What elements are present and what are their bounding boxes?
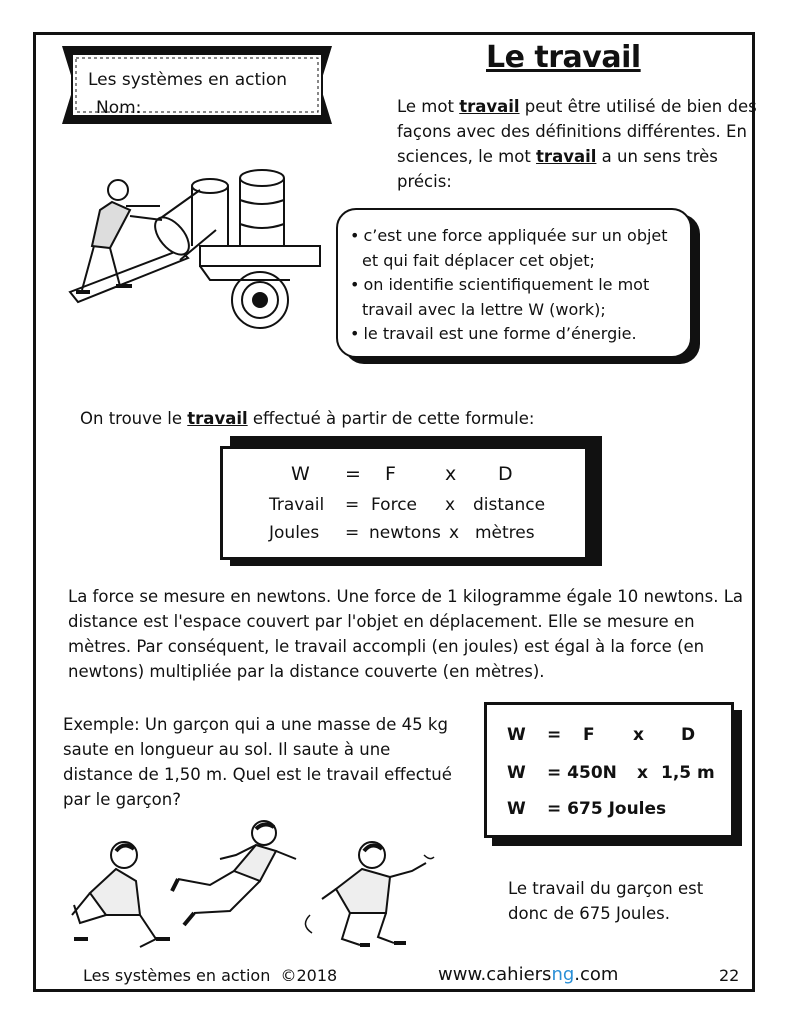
formula-word: Travail bbox=[269, 495, 325, 515]
formula-operator: x bbox=[445, 463, 457, 485]
formula-unit: newtons bbox=[369, 523, 441, 543]
example-text: Exemple: Un garçon qui a une masse de 45 kg saute en longueur au sol. Il saute à une distance de 1,50 m. Quel est le travail effectué par le garçon? bbox=[63, 715, 452, 809]
long-jump-illustration bbox=[60, 815, 440, 955]
solution-symbol: F bbox=[583, 725, 595, 745]
solution-operator: x bbox=[633, 725, 644, 745]
formula-box bbox=[220, 446, 588, 560]
formula-intro: On trouve le travail effectué à partir de cette formule: bbox=[80, 409, 535, 428]
solution-operator: = bbox=[547, 725, 562, 745]
page-title: Le travail bbox=[486, 40, 641, 75]
footer-website[interactable]: www.cahiersng.com bbox=[438, 964, 619, 985]
solution-symbol: D bbox=[681, 725, 696, 745]
page-number: 22 bbox=[719, 966, 740, 985]
keyword-travail: travail bbox=[536, 147, 597, 166]
conclusion-text: Le travail du garçon est donc de 675 Joules. bbox=[508, 879, 704, 923]
formula-symbol: F bbox=[385, 463, 396, 485]
intro-text: Le mot travail peut être utilisé de bien des façons avec des définitions différentes. En sciences, le mot travail a un sens très précis: bbox=[397, 97, 757, 191]
banner-text bbox=[88, 66, 295, 122]
formula-word: Force bbox=[371, 495, 417, 515]
solution-result: = 675 Joules bbox=[547, 799, 667, 819]
definition-item: • on identifie scientifiquement le mot travail avec la lettre W (work); bbox=[348, 273, 688, 322]
formula-word: distance bbox=[473, 495, 546, 515]
solution-operator: x bbox=[637, 763, 648, 783]
formula-unit: Joules bbox=[269, 523, 320, 543]
solution-symbol: W bbox=[507, 799, 526, 819]
keyword-travail: travail bbox=[187, 409, 248, 428]
name-label: Nom: bbox=[96, 98, 142, 118]
formula-operator: x bbox=[449, 523, 460, 543]
definition-item: • le travail est une forme d’énergie. bbox=[348, 322, 688, 347]
footer-website-accent: ng bbox=[551, 964, 575, 985]
footer-copyright: Les systèmes en action ©2018 bbox=[83, 966, 338, 985]
solution-value: = 450N bbox=[547, 763, 617, 783]
explanation-paragraph: La force se mesure en newtons. Une force de 1 kilogramme égale 10 newtons. La distance est l'espace couvert par l'objet en déplacement. Elle se mesure en mètres. Par conséquent, le travail accompli (en joules) est égal à la force (en newtons) multipliée par la distance couverte (en mètres). bbox=[68, 587, 744, 681]
name-field[interactable] bbox=[145, 103, 295, 122]
formula-symbol: D bbox=[498, 463, 513, 485]
formula-symbol: W bbox=[291, 463, 310, 485]
solution-value: 1,5 m bbox=[661, 763, 715, 783]
solution-symbol: W bbox=[507, 763, 526, 783]
definition-item: • c’est une force appliquée sur un objet et qui fait déplacer cet objet; bbox=[348, 224, 688, 273]
formula-operator: = bbox=[345, 495, 360, 515]
formula-operator: x bbox=[445, 495, 456, 515]
banner-series-title: Les systèmes en action bbox=[88, 70, 288, 90]
formula-operator: = bbox=[345, 463, 361, 485]
solution-symbol: W bbox=[507, 725, 526, 745]
keyword-travail: travail bbox=[459, 97, 520, 116]
barrel-cart-illustration bbox=[60, 150, 330, 340]
definition-list bbox=[348, 224, 688, 347]
formula-unit: mètres bbox=[475, 523, 535, 543]
solution-box bbox=[484, 702, 734, 838]
formula-operator: = bbox=[345, 523, 360, 543]
